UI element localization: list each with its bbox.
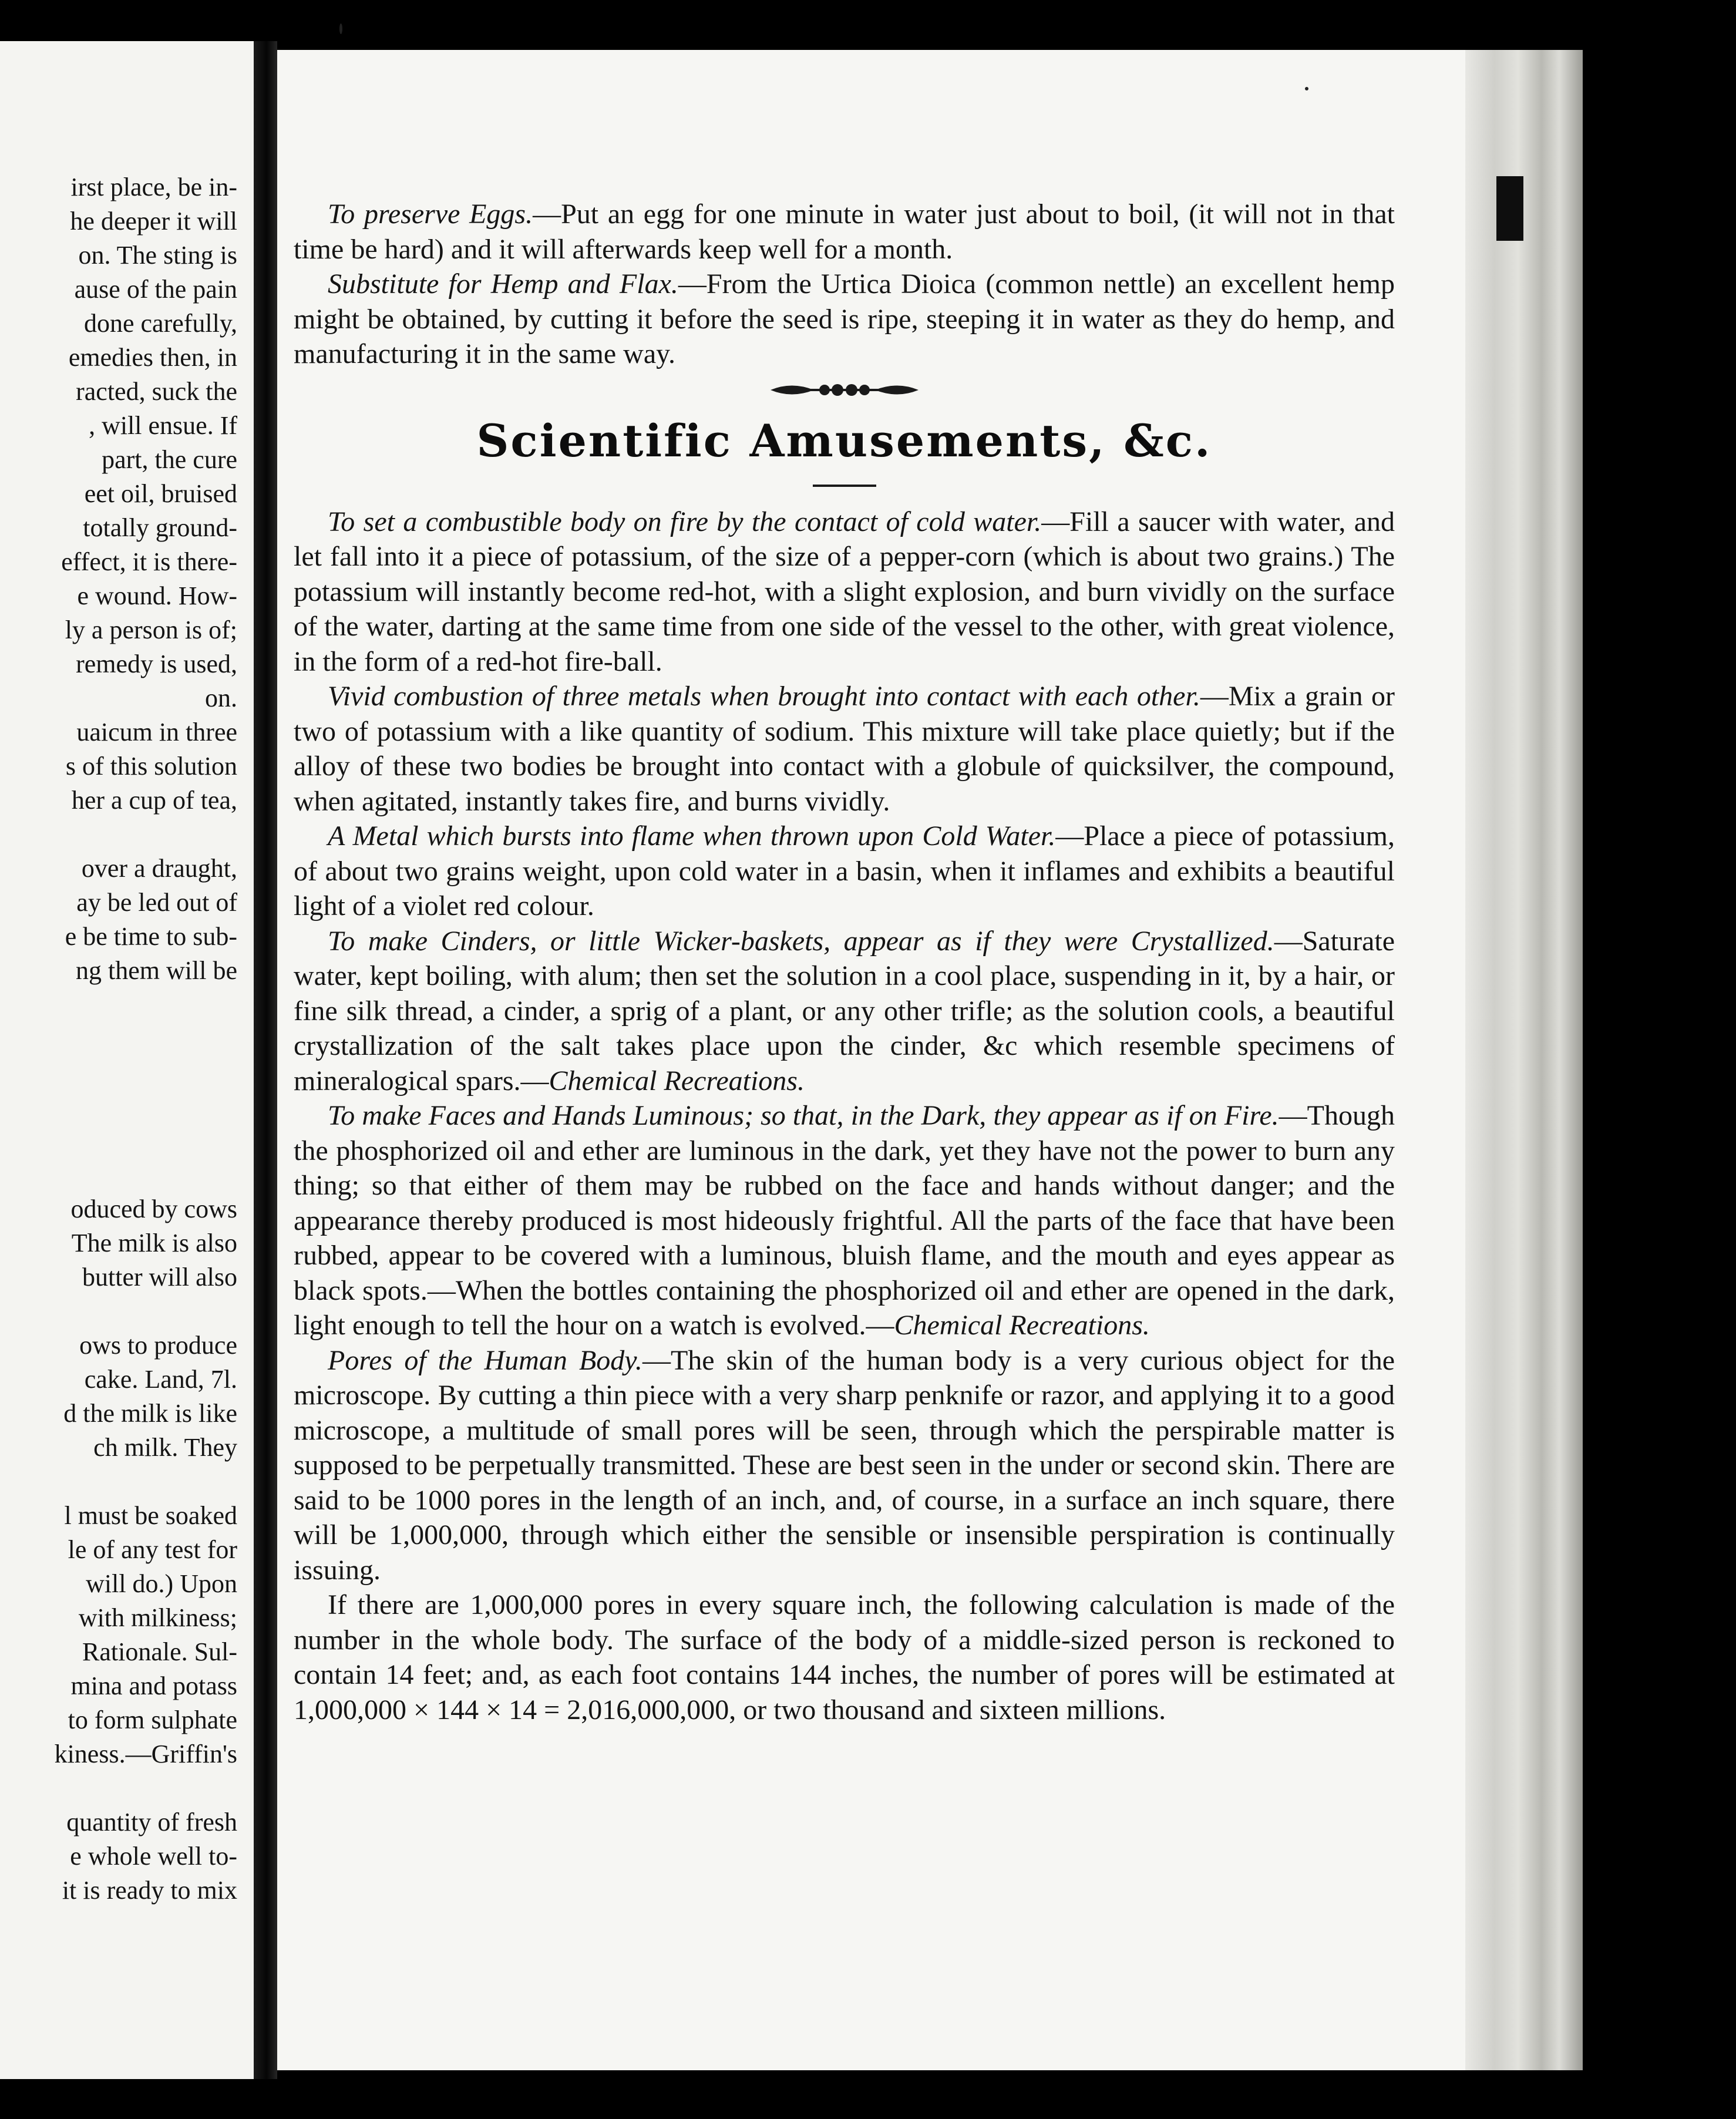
article-pores-calculation (294, 1587, 1395, 1727)
left-page-fragment (0, 41, 254, 2079)
left-page-line: effect, it is there- (61, 547, 237, 576)
left-page-line: will do.) Upon (86, 1569, 237, 1598)
left-page-line: The milk is also (71, 1229, 237, 1257)
scan-background (1583, 0, 1736, 2119)
left-page-line: ay be led out of (76, 888, 237, 917)
left-page-line: emedies then, in (68, 343, 237, 372)
article-luminous-faces (294, 1098, 1395, 1343)
article-title: To make Cinders, or little Wicker-baskets, appear as if they were Crystallized. (328, 925, 1274, 957)
left-page-line: e whole well to- (70, 1842, 237, 1871)
left-page-line: le of any test for (68, 1535, 237, 1564)
left-page-line: on. (205, 684, 237, 712)
article-title: To preserve Eggs. (328, 199, 533, 230)
left-page-line: he deeper it will (70, 207, 237, 236)
ornament-divider-icon (768, 376, 921, 403)
book-gutter (254, 41, 277, 2079)
left-page-line: with milkiness; (78, 1603, 237, 1632)
left-page-line: remedy is used, (76, 650, 237, 678)
left-page-line: ause of the pain (74, 275, 237, 304)
left-page-line: on. The sting is (78, 241, 237, 270)
article-title: Substitute for Hemp and Flax. (328, 268, 678, 300)
article-vivid-combustion (294, 679, 1395, 819)
article-text: —Place a piece of potassium, of about two grains weight, upon cold water in a basin, when it inflames and exhibits a beautiful light of a violet red colour. (294, 820, 1395, 921)
article-title: Vivid combustion of three metals when brought into contact with each other. (328, 681, 1200, 712)
article-combustible (294, 504, 1395, 680)
left-page-line: part, the cure (102, 445, 237, 474)
article-text: —Put an egg for one minute in water just about to boil, (it will not in that time be hard) and it will afterwards keep well for a month. (294, 199, 1395, 265)
left-page-line: ly a person is of; (65, 615, 237, 644)
left-page-line: it is ready to mix (62, 1876, 237, 1905)
article-title: Pores of the Human Body. (328, 1344, 642, 1376)
article-title: A Metal which bursts into flame when thrown upon Cold Water. (328, 820, 1056, 852)
left-page-line: racted, suck the (76, 377, 237, 406)
left-page-line: ows to produce (79, 1331, 237, 1360)
left-page-line: cake. Land, 7l. (84, 1365, 237, 1394)
dust-speck (1305, 87, 1308, 90)
left-page-line: l must be soaked (64, 1501, 237, 1530)
article-text: —Saturate water, kept boiling, with alum; then set the solution in a cool place, suspending in it, by a hair, or fine silk thread, a cinder, a sprig of a plant, or any other trifle; as the solution cools, a beautiful crystallization of the salt takes place upon the cinder, &c which resemble specimens of mineralogical spars.— (294, 925, 1395, 1097)
left-page-line: over a draught, (81, 854, 237, 883)
section-heading: Scientific Amusements, &c. (476, 414, 1212, 467)
main-text-column (294, 197, 1395, 1727)
left-page-line: e wound. How- (77, 581, 237, 610)
left-page-line: quantity of fresh (66, 1808, 237, 1837)
intro-item-eggs (294, 197, 1395, 267)
left-page-line: her a cup of tea, (71, 786, 237, 815)
article-text: —Mix a grain or two of potassium with a like quantity of sodium. This mixture will take place quietly; but if the alloy of these two bodies be brought into contact with a globule of quicksilver, the compound, when agitated, instantly takes fire, and burns vividly. (294, 681, 1395, 817)
heading-rule (813, 485, 876, 487)
left-page-line: irst place, be in- (70, 173, 237, 201)
left-page-line: totally ground- (83, 513, 237, 542)
left-page-line: kiness.—Griffin's (54, 1740, 237, 1768)
article-text: If there are 1,000,000 pores in every square inch, the following calculation is made of the number in the whole body. The surface of the body of a middle-sized person is reckoned to contain 14 feet; and, as each foot contains 144 inches, the number of pores will be estimated at 1,000,000 × 144 × 14 = 2,016,000,000, or two thousand and sixteen millions. (294, 1589, 1395, 1726)
left-page-line: d the milk is like (63, 1399, 237, 1428)
left-page-line: done carefully, (83, 309, 237, 338)
left-page-line: ng them will be (76, 956, 237, 985)
edge-tab-mark (1496, 176, 1523, 241)
article-text: —Fill a saucer with water, and let fall into it a piece of potassium, of the size of a pepper-corn (which is about two grains.) The potassium will instantly become red-hot, with a slight explosion, and burn vividly on the surface of the water, darting at the same time from one side of the vessel to the other, with great violence, in the form of a red-hot fire-ball. (294, 506, 1395, 677)
article-title: To set a combustible body on fire by the contact of cold water. (328, 506, 1042, 537)
left-page-line: ch milk. They (93, 1433, 237, 1462)
left-page-line: eet oil, bruised (84, 479, 237, 508)
article-text: —The skin of the human body is a very curious object for the microscope. By cutting a thin piece with a very sharp penknife or razor, and applying it to a good microscope, a multitude of small pores will be seen, through which the perspirable matter is supposed to be perpetually transmitted. These are best seen in the under or second skin. There are said to be 1000 pores in the length of an inch, and, of course, in a surface an inch square, there will be 1,000,000, through which either the sensible or insensible perspiration is continually issuing. (294, 1344, 1395, 1586)
left-page-line: butter will also (82, 1263, 237, 1291)
left-page-line: mina and potass (70, 1671, 237, 1700)
article-text: —From the Urtica Dioica (common nettle) an excellent hemp might be obtained, by cutting it before the seed is ripe, steeping it in water as they do hemp, and manufacturing it in the same way. (294, 268, 1395, 369)
left-page-line: Rationale. Sul- (82, 1637, 237, 1666)
left-page-line: , will ensue. If (89, 411, 237, 440)
article-text: —Though the phosphorized oil and ether are luminous in the dark, yet they have not the power to burn any thing; so that either of them may be rubbed on the face and hands without danger; and the appearance thereby produced is most hideously frightful. All the parts of the face that have been rubbed, appear to be covered with a luminous, bluish flame, and the mouth and eyes appear as black spots.—When the bottles containing the phosphorized oil and ether are opened in the dark, light enough to tell the hour on a watch is evolved.— (294, 1100, 1395, 1341)
article-cinders (294, 924, 1395, 1099)
article-title: To make Faces and Hands Luminous; so that, in the Dark, they appear as if on Fire. (328, 1100, 1279, 1131)
left-page-line: e be time to sub- (65, 922, 237, 951)
article-citation: Chemical Recreations. (549, 1065, 805, 1097)
page-edge-stack (1465, 50, 1583, 2070)
left-page-line: oduced by cows (70, 1195, 237, 1223)
dust-speck (339, 23, 342, 34)
left-page-line: uaicum in three (76, 718, 237, 746)
left-page-line: s of this solution (65, 752, 237, 781)
article-pores (294, 1343, 1395, 1588)
intro-item-hemp (294, 267, 1395, 372)
article-citation: Chemical Recreations. (894, 1310, 1150, 1341)
article-metal-flame (294, 819, 1395, 924)
left-page-line: to form sulphate (68, 1706, 237, 1734)
